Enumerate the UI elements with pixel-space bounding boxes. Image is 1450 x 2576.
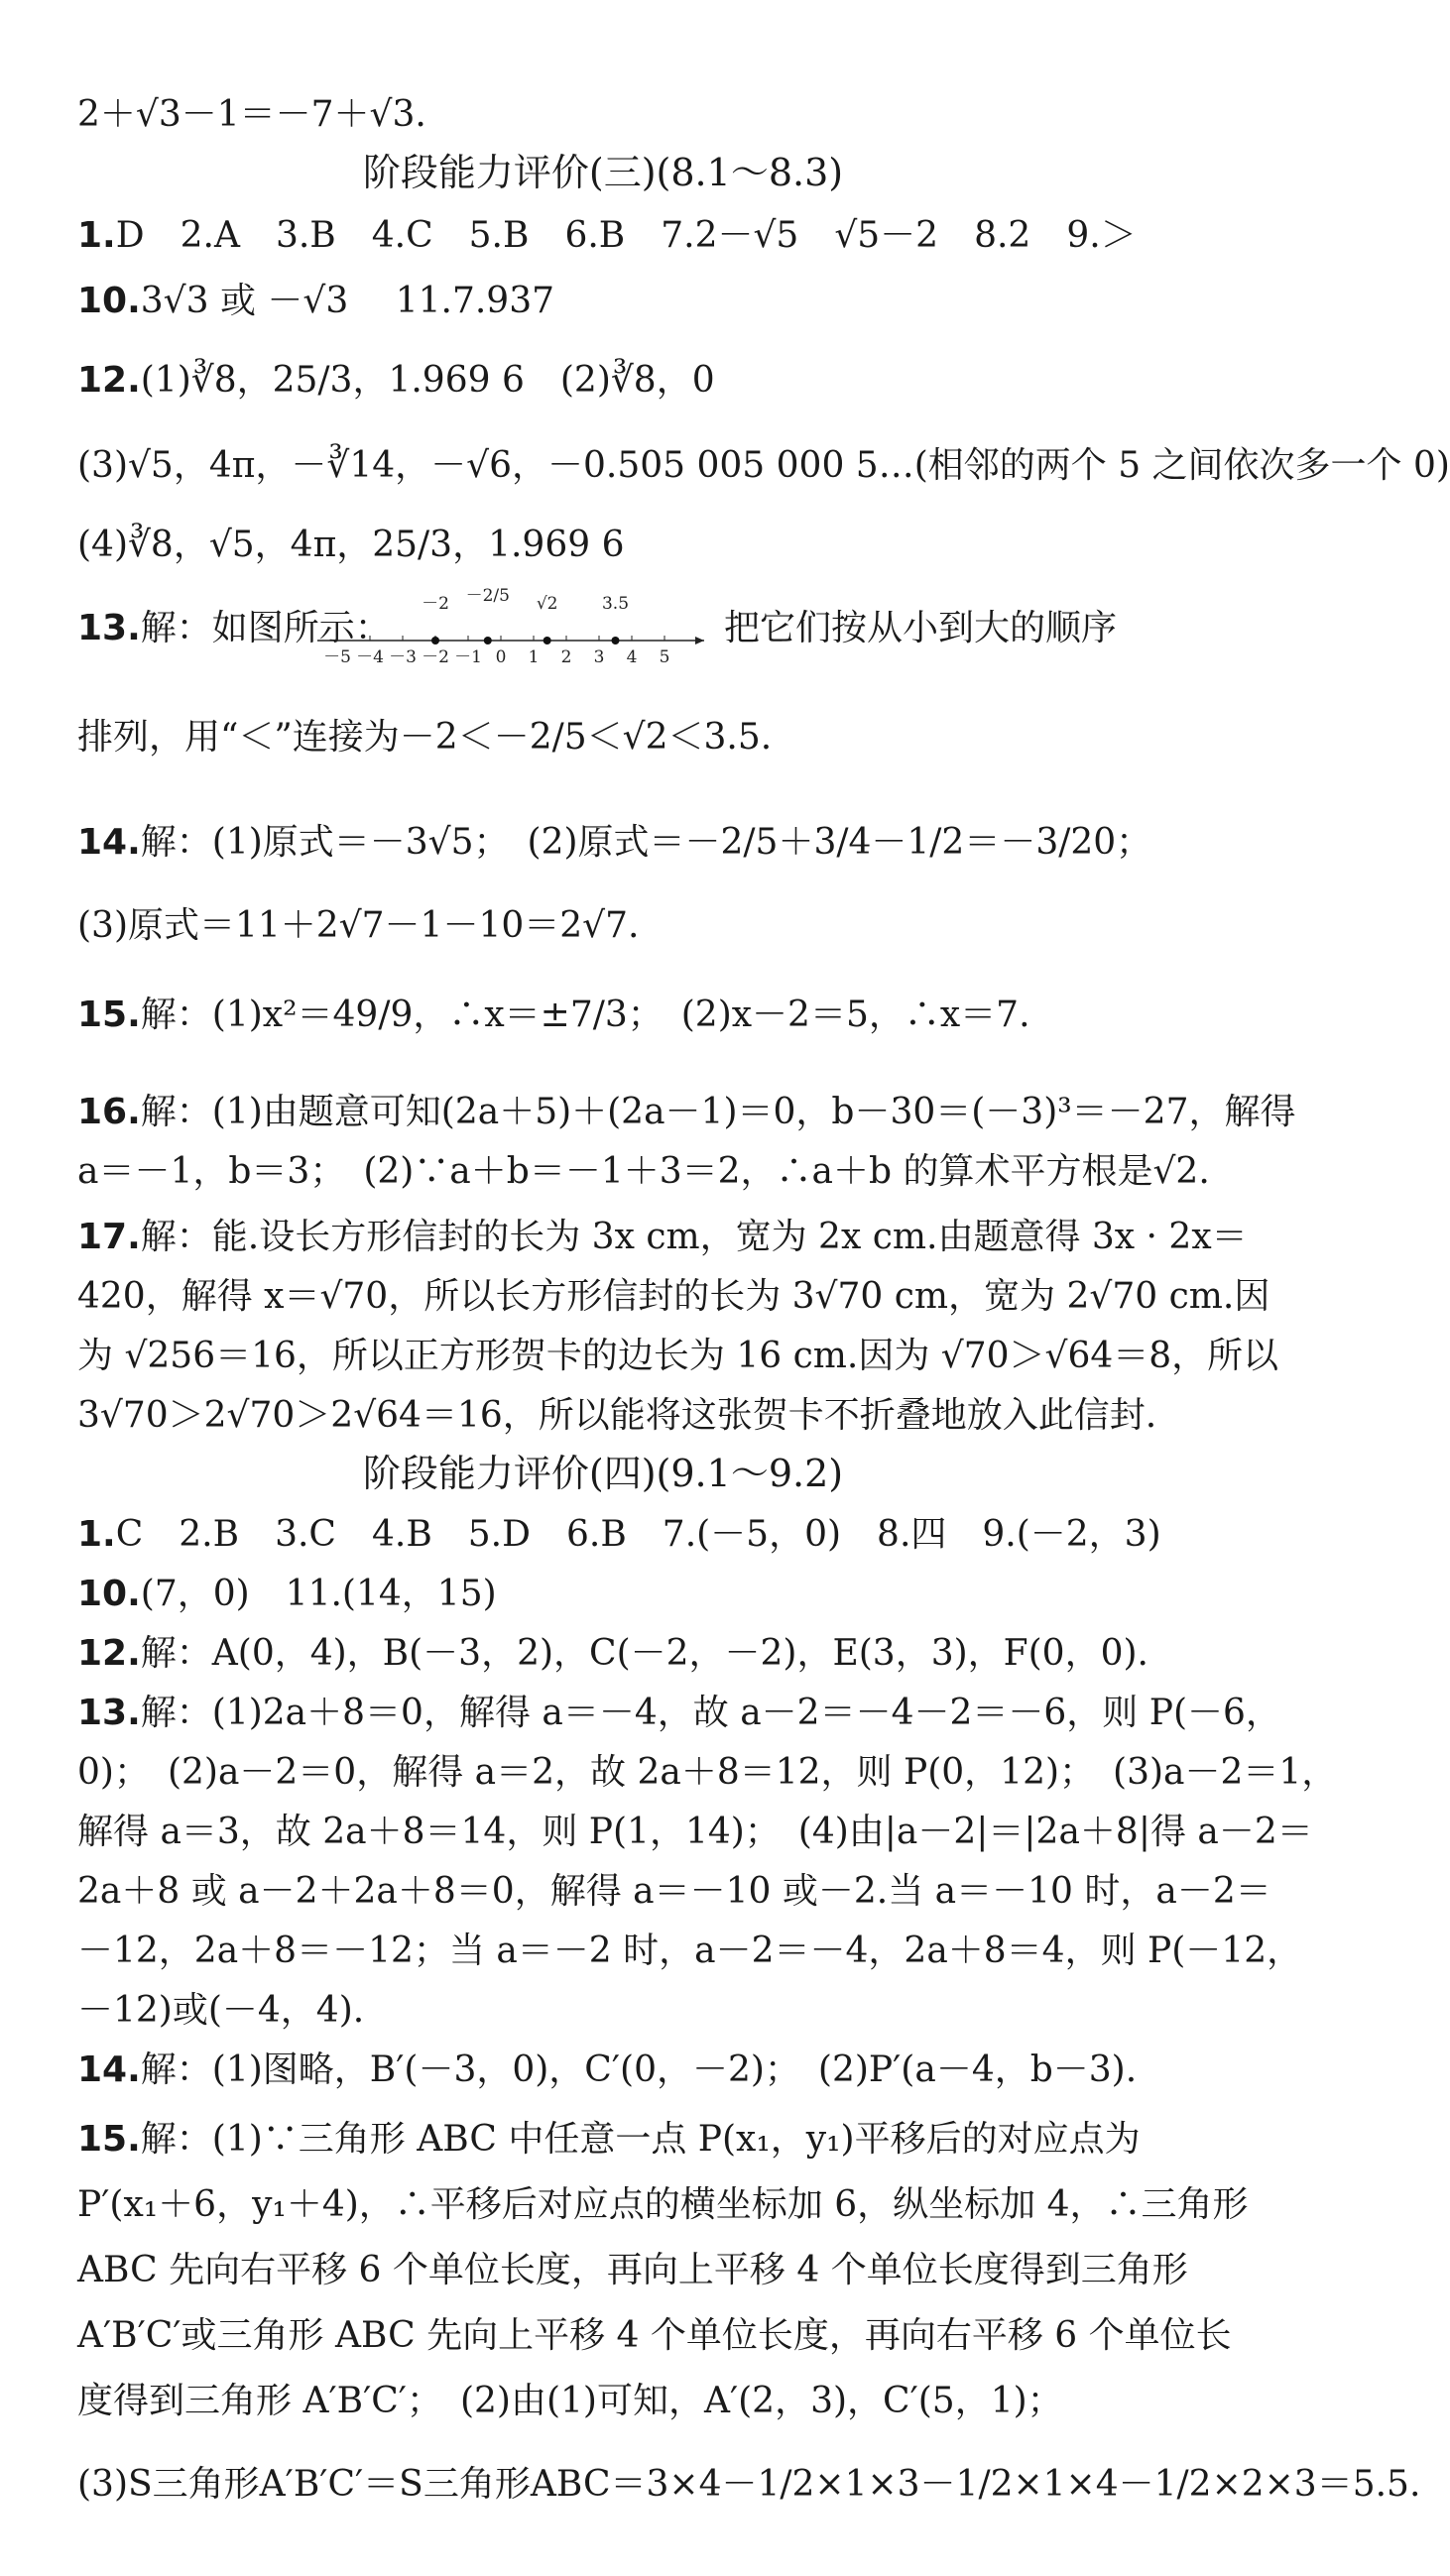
tick-label: 0 — [495, 647, 507, 667]
tick-label: －3 — [389, 647, 417, 667]
tick-label: 2 — [560, 647, 572, 667]
point-dot — [544, 637, 551, 644]
tick-label: －2 — [422, 647, 449, 667]
answer-line: (3)√5，4π，－∛14，－√6，－0.505 005 000 5…(相邻的两个 5 之间依次多一个 0) — [77, 445, 1450, 486]
answer-line: 0)； (2)a－2＝0，解得 a＝2，故 2a＋8＝12，则 P(0，12)； (3)a－2＝1， — [77, 1752, 1338, 1793]
answer-line: 10.(7，0) 11.(14，15) — [77, 1574, 497, 1614]
answer-line: 13.解：如图所示： — [77, 608, 391, 648]
number-line-svg — [307, 583, 714, 682]
tick-label: －5 — [323, 647, 351, 667]
point-dot — [612, 637, 620, 644]
answer-line: 14.解：(1)图略，B′(－3，0)，C′(0，－2)； (2)P′(a－4，b－3). — [77, 2049, 1138, 2090]
answer-line: A′B′C′或三角形 ABC 先向上平移 4 个单位长度，再向右平移 6 个单位长 — [77, 2315, 1232, 2356]
answer-line: 解得 a＝3，故 2a＋8＝14，则 P(1，14)； (4)由|a－2|＝|2a＋8|得 a－2＝ — [77, 1812, 1313, 1852]
answer-line: 3√70＞2√70＞2√64＝16，所以能将这张贺卡不折叠地放入此信封. — [77, 1395, 1157, 1436]
answer-line: 度得到三角形 A′B′C′； (2)由(1)可知，A′(2，3)，C′(5，1)； — [77, 2381, 1063, 2421]
answer-line: 1.C 2.B 3.C 4.B 5.D 6.B 7.(－5，0) 8.四 9.(－2，3) — [77, 1514, 1161, 1555]
answer-line: 420，解得 x＝√70，所以长方形信封的长为 3√70 cm，宽为 2√70 cm.因 — [77, 1276, 1270, 1317]
point-label: －2 — [422, 594, 449, 614]
answer-line: 16.解：(1)由题意可知(2a＋5)＋(2a－1)＝0，b－30＝(－3)³＝－27，解得 — [77, 1092, 1296, 1132]
tick-label: 3 — [593, 647, 605, 667]
tick-label: －1 — [454, 647, 482, 667]
point-label: 3.5 — [601, 594, 630, 614]
point-dot — [484, 637, 492, 644]
answer-line: －12，2a＋8＝－12；当 a＝－2 时，a－2＝－4，2a＋8＝4，则 P(－12， — [77, 1931, 1303, 1971]
answer-line: 1.D 2.A 3.B 4.C 5.B 6.B 7.2－√5 √5－2 8.2 9.＞ — [77, 215, 1137, 256]
answer-line: (4)∛8，√5，4π，25/3，1.969 6 — [77, 525, 625, 565]
answer-line: 2a＋8 或 a－2＋2a＋8＝0，解得 a＝－10 或－2.当 a＝－10 时，a－2＝ — [77, 1871, 1271, 1912]
answer-line: 排列，用“＜”连接为－2＜－2/5＜√2＜3.5. — [77, 717, 773, 758]
point-dot — [431, 637, 439, 644]
answer-line: P′(x₁＋6，y₁＋4)，∴平移后对应点的横坐标加 6，纵坐标加 4，∴三角形 — [77, 2184, 1249, 2225]
answer-line: a＝－1，b＝3； (2)∵a＋b＝－1＋3＝2，∴a＋b 的算术平方根是√2. — [77, 1151, 1210, 1192]
answer-line: 为 √256＝16，所以正方形贺卡的边长为 16 cm.因为 √70＞√64＝8，所以 — [77, 1336, 1279, 1376]
number-line-figure — [307, 583, 714, 682]
answer-line: ABC 先向右平移 6 个单位长度，再向上平移 4 个单位长度得到三角形 — [77, 2250, 1188, 2290]
point-label: －2/5 — [465, 586, 510, 606]
answer-line: 12.(1)∛8，25/3，1.969 6 (2)∛8，0 — [77, 360, 715, 401]
tick-label: 1 — [528, 647, 540, 667]
answer-line: 14.解：(1)原式＝－3√5； (2)原式＝－2/5＋3/4－1/2＝－3/20； — [77, 822, 1152, 863]
answer-line: 17.解：能.设长方形信封的长为 3x cm，宽为 2x cm.由题意得 3x · 2x＝ — [77, 1217, 1248, 1257]
answer-line: 10.3√3 或 －√3 11.7.937 — [77, 281, 555, 321]
answer-line: 12.解：A(0，4)，B(－3，2)，C(－2，－2)，E(3，3)，F(0，0). — [77, 1633, 1148, 1674]
point-label: √2 — [536, 594, 558, 614]
answer-line: 13.解：(1)2a＋8＝0，解得 a＝－4，故 a－2＝－4－2＝－6，则 P(－6， — [77, 1693, 1281, 1733]
answer-line: (3)S三角形A′B′C′＝S三角形ABC＝3×4－1/2×1×3－1/2×1×4－1/2×2×3＝5.5. — [77, 2464, 1421, 2505]
answer-line: 15.解：(1)x²＝49/9，∴x＝±7/3； (2)x－2＝5，∴x＝7. — [77, 995, 1030, 1035]
axis-arrow-icon — [695, 637, 704, 644]
tick-label: 4 — [626, 647, 638, 667]
section-heading: 阶段能力评价(三)(8.1～8.3) — [362, 151, 844, 194]
tick-label: －4 — [356, 647, 384, 667]
text-line: 2＋√3－1＝－7＋√3. — [77, 94, 426, 135]
answer-line: (3)原式＝11＋2√7－1－10＝2√7. — [77, 905, 640, 946]
answer-line: 把它们按从小到大的顺序 — [724, 608, 1118, 648]
section-heading: 阶段能力评价(四)(9.1～9.2) — [362, 1452, 844, 1495]
tick-label: 5 — [659, 647, 670, 667]
answer-line: 15.解：(1)∵三角形 ABC 中任意一点 P(x₁，y₁)平移后的对应点为 — [77, 2119, 1141, 2160]
answer-line: －12)或(－4，4). — [77, 1990, 365, 2031]
